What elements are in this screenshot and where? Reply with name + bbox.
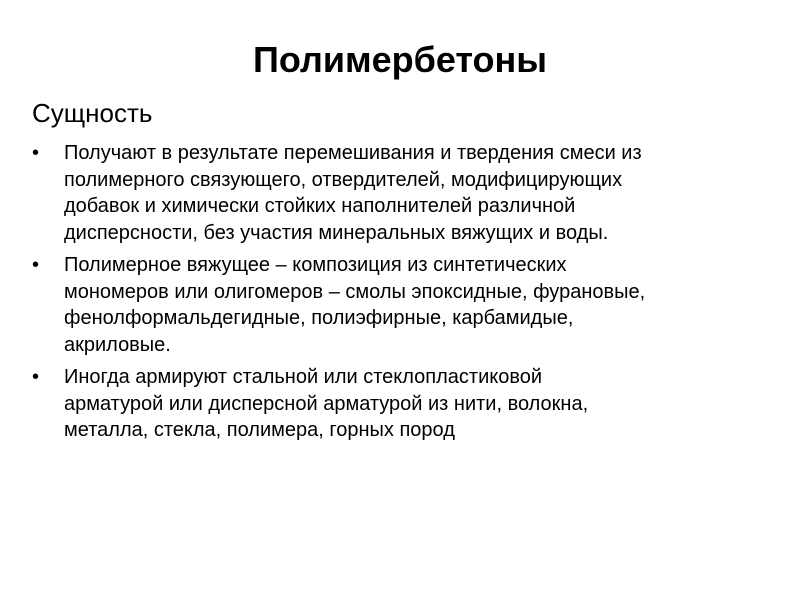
bullet-1-line-4: дисперсности, без участия минеральных вяжущих и воды. — [64, 221, 609, 244]
bullet-2-line-4: акриловые. — [64, 333, 171, 356]
bullet-3-line-2: арматурой или дисперсной арматурой из нити, волокна, — [64, 392, 589, 415]
bullet-3-line-3: металла, стекла, полимера, горных пород — [64, 419, 455, 441]
bullet-marker: • — [32, 254, 40, 276]
bullet-marker: • — [32, 366, 40, 388]
bullet-marker: • — [32, 142, 40, 164]
bullet-1-line-2: полимерного связующего, отвердителей, модифицирующих — [64, 168, 623, 191]
bullet-2-line-2: мономеров или олигомеров – смолы эпоксидные, фурановые, — [64, 280, 646, 303]
bullet-item-3 — [32, 364, 782, 444]
bullet-3-line-1: Иногда армируют стальной или стеклопластиковой — [64, 366, 543, 388]
bullet-2-line-1: Полимерное вяжущее – композиция из синтетических — [64, 254, 567, 276]
slide-title: Полимербетоны — [252, 39, 548, 80]
bullet-1-line-1: Получают в результате перемешивания и твердения смеси из — [64, 142, 642, 164]
slide-subtitle: Сущность — [32, 98, 153, 128]
bullet-list — [32, 140, 782, 450]
bullet-item-2 — [32, 252, 782, 358]
bullet-item-1 — [32, 140, 782, 246]
bullet-2-line-3: фенолформальдегидные, полиэфирные, карбамидые, — [64, 307, 574, 329]
bullet-1-line-3: добавок и химически стойких наполнителей различной — [64, 195, 576, 217]
